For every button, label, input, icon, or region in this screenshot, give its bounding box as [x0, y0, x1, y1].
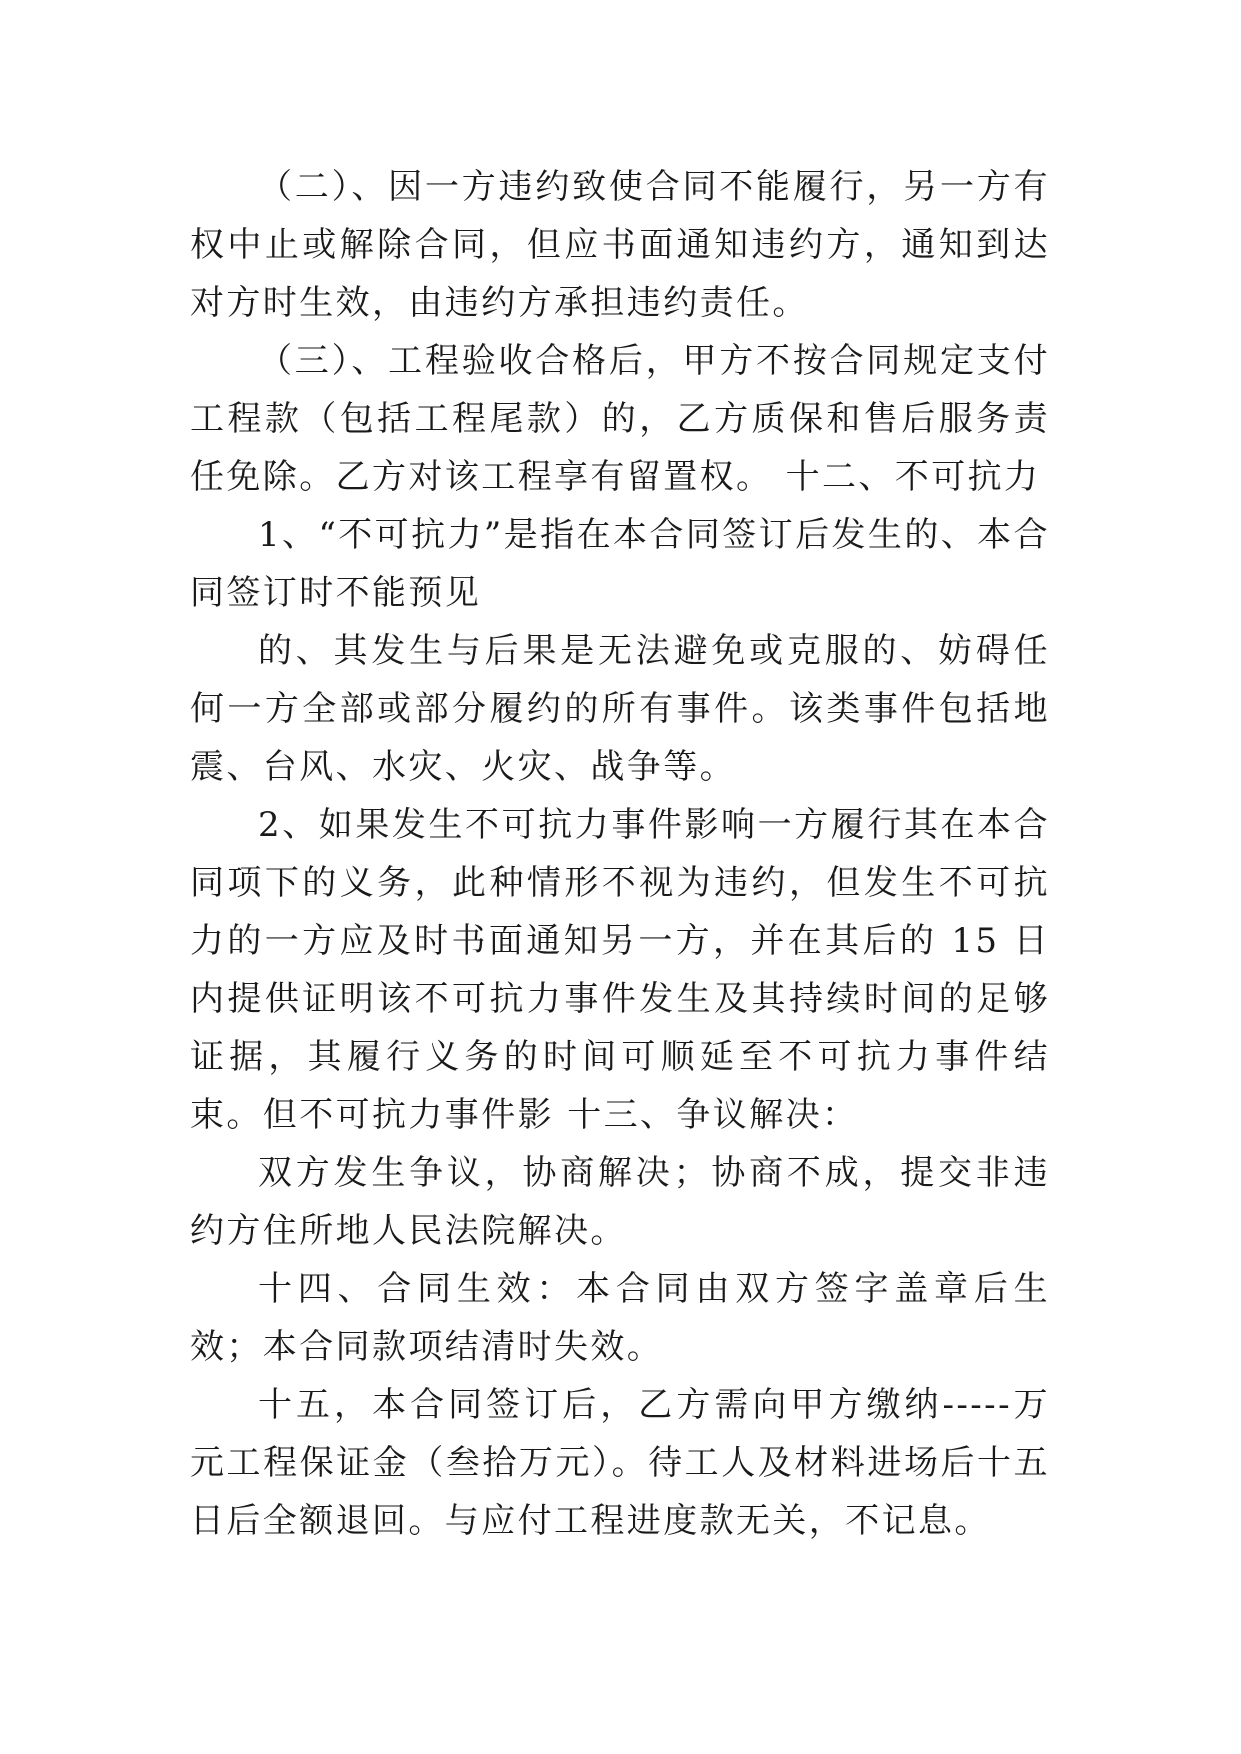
paragraph-contract-effect: 十四、合同生效：本合同由双方签字盖章后生效；本合同款项结清时失效。 — [190, 1269, 1050, 1367]
paragraph-acceptance-lien: （三）、工程验收合格后，甲方不按合同规定支付工程款（包括工程尾款）的，乙方质保和售后服务责任免除。乙方对该工程享有留置权。 十二、不可抗力 — [190, 341, 1050, 497]
document-body — [190, 158, 1050, 1550]
paragraph-guarantee-deposit: 十五，本合同签订后，乙方需向甲方缴纳-----万元工程保证金（叁拾万元）。待工人及材料进场后十五日后全额退回。与应付工程进度款无关，不记息。 — [190, 1385, 1050, 1541]
paragraph-force-majeure-events: 的、其发生与后果是无法避免或克服的、妨碍任何一方全部或部分履约的所有事件。该类事件包括地震、台风、水灾、火灾、战争等。 — [190, 631, 1050, 787]
paragraph-dispute-resolution: 双方发生争议，协商解决；协商不成，提交非违约方住所地人民法院解决。 — [190, 1153, 1050, 1251]
paragraph-force-majeure-notice: 2、如果发生不可抗力事件影响一方履行其在本合同项下的义务，此种情形不视为违约，但发生不可抗力的一方应及时书面通知另一方，并在其后的 15 日内提供证明该不可抗力事件发生及其持续时间的足够证据，其履行义务的时间可顺延至不可抗力事件结束。但不可抗力事件影 十三、争议解决： — [190, 805, 1050, 1135]
paragraph-force-majeure-definition: 1、“不可抗力”是指在本合同签订后发生的、本合同签订时不能预见 — [190, 515, 1050, 613]
paragraph-termination-breach: （二）、因一方违约致使合同不能履行，另一方有权中止或解除合同，但应书面通知违约方，通知到达对方时生效，由违约方承担违约责任。 — [190, 167, 1050, 323]
